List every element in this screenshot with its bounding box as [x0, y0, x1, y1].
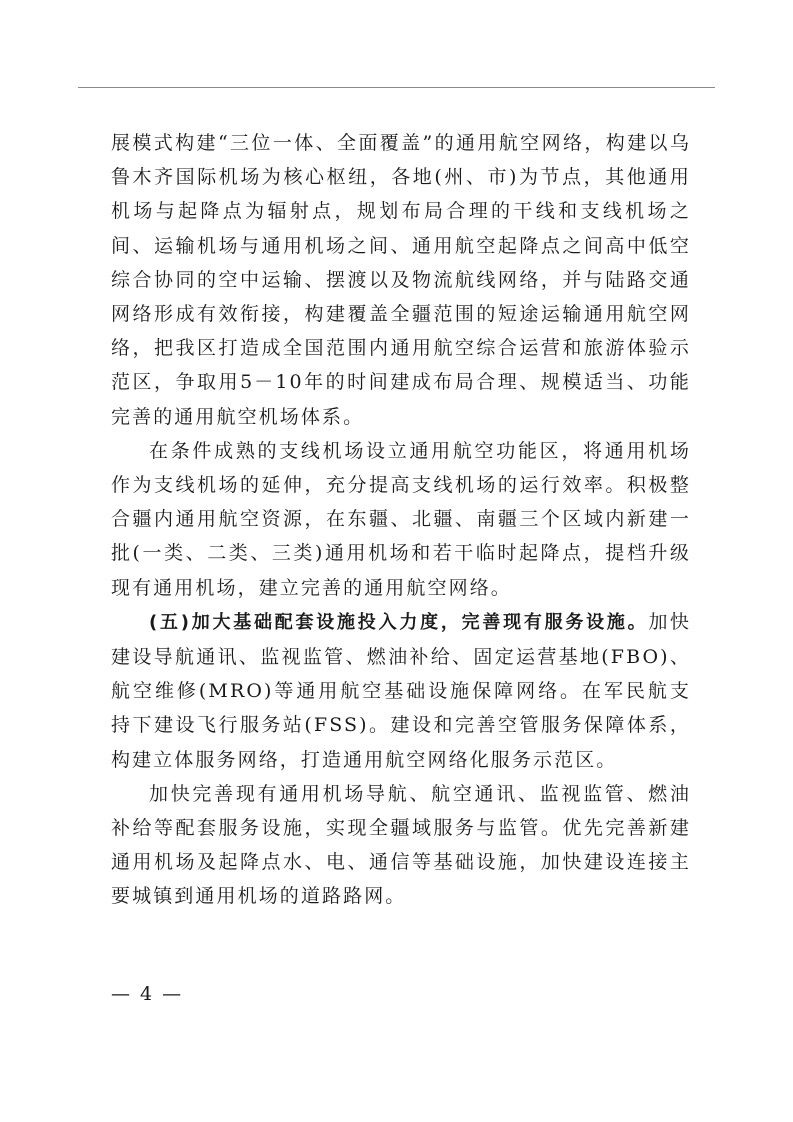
section-five-body: 加快建设导航通讯、监视监管、燃油补给、固定运营基地(FBO)、航空维修(MRO)等通用航空基础设施保障网络。在军民航支持下建设飞行服务站(FSS)。建设和完善空管服务保障体系，构建立体服务网络，打造通用航空网络化服务示范区。: [111, 610, 691, 771]
paragraph-service-facilities: 加快完善现有通用机场导航、航空通讯、监视监管、燃油补给等配套服务设施，实现全疆域服务与监管。优先完善新建通用机场及起降点水、电、通信等基础设施，加快建设连接主要城镇到通用机场的道路路网。: [111, 782, 691, 908]
page-number: — 4 —: [111, 983, 184, 1005]
document-body: [111, 126, 691, 914]
section-heading-five: (五)加大基础配套设施投入力度，完善现有服务设施。: [149, 611, 649, 633]
paragraph-branch-airport-function-zone: 在条件成熟的支线机场设立通用航空功能区，将通用机场作为支线机场的延伸，充分提高支线机场的运行效率。积极整合疆内通用航空资源，在东疆、北疆、南疆三个区域内新建一批(一类、二类、三类)通用机场和若干临时起降点，提档升级现有通用机场，建立完善的通用航空网络。: [111, 439, 691, 599]
header-rule: [78, 87, 715, 88]
paragraph-continuation: 展模式构建“三位一体、全面覆盖”的通用航空网络，构建以乌鲁木齐国际机场为核心枢纽，各地(州、市)为节点，其他通用机场与起降点为辐射点，规划布局合理的干线和支线机场之间、运输机场与通用机场之间、通用航空起降点之间高中低空综合协同的空中运输、摆渡以及物流航线网络，并与陆路交通网络形成有效衔接，构建覆盖全疆范围的短途运输通用航空网络，把我区打造成全国范围内通用航空综合运营和旅游体验示范区，争取用5－10年的时间建成布局合理、规模适当、功能完善的通用航空机场体系。: [111, 132, 691, 428]
paragraph-section-five: [111, 605, 691, 777]
